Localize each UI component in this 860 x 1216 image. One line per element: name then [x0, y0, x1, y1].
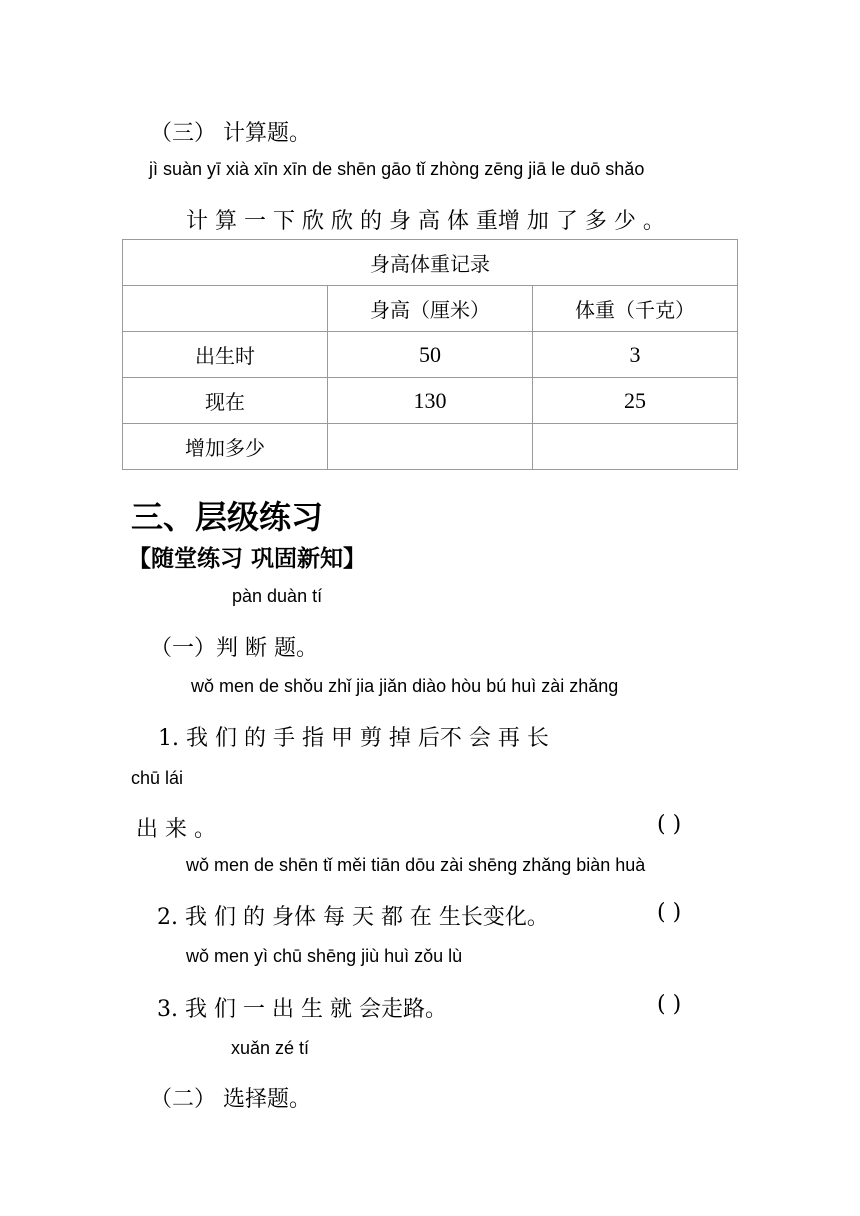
- judge-pinyin: pàn duàn tí: [232, 586, 323, 606]
- row-label: 出生时: [123, 332, 328, 378]
- weight-cell: 3: [533, 332, 738, 378]
- height-answer-cell[interactable]: [328, 424, 533, 470]
- q2-answer-blank[interactable]: ( ): [657, 900, 682, 925]
- calc-header: （三） 计算题。: [150, 121, 311, 146]
- table-header-height: 身高（厘米）: [328, 286, 533, 332]
- choice-pinyin: xuǎn zé tí: [231, 1038, 310, 1058]
- q3-text: 3. 我 们 一 出 生 就 会走路。: [157, 997, 447, 1022]
- calc-prompt: 计 算 一 下 欣 欣 的 身 高 体 重增 加 了 多 少 。: [186, 209, 665, 234]
- table-row: [123, 332, 738, 378]
- weight-answer-cell[interactable]: [533, 424, 738, 470]
- table-title-row: [123, 240, 738, 286]
- q1-pinyin-line2: chū lái: [131, 768, 184, 788]
- table-row: [123, 424, 738, 470]
- table-header-weight: 体重（千克）: [533, 286, 738, 332]
- q1-text-line2: 出 来 。: [136, 817, 216, 842]
- q2-text: 2. 我 们 的 身体 每 天 都 在 生长变化。: [157, 905, 549, 930]
- section-title: 三、层级练习: [131, 498, 324, 536]
- choice-header: （二） 选择题。: [150, 1087, 311, 1112]
- weight-cell: 25: [533, 378, 738, 424]
- table-title: 身高体重记录: [123, 240, 738, 286]
- height-cell: 130: [328, 378, 533, 424]
- q2-pinyin: wǒ men de shēn tǐ měi tiān dōu zài shēng zhǎng biàn huà: [186, 855, 646, 875]
- height-cell: 50: [328, 332, 533, 378]
- calc-pinyin: jì suàn yī xià xīn xīn de shēn gāo tǐ zhòng zēng jiā le duō shǎo: [149, 159, 645, 179]
- row-label: 现在: [123, 378, 328, 424]
- row-label: 增加多少: [123, 424, 328, 470]
- table-row: [123, 378, 738, 424]
- q3-answer-blank[interactable]: ( ): [657, 992, 682, 1017]
- section-subtitle: 【随堂练习 巩固新知】: [128, 546, 367, 572]
- q1-text: 1. 我 们 的 手 指 甲 剪 掉 后不 会 再 长: [158, 726, 549, 751]
- table-header-row: [123, 286, 738, 332]
- table-header-empty: [123, 286, 328, 332]
- judge-header: （一）判 断 题。: [150, 636, 318, 661]
- q1-pinyin: wǒ men de shǒu zhǐ jia jiǎn diào hòu bú huì zài zhǎng: [191, 676, 619, 696]
- height-weight-table: [122, 239, 738, 470]
- q3-pinyin: wǒ men yì chū shēng jiù huì zǒu lù: [186, 946, 463, 966]
- q1-answer-blank[interactable]: ( ): [657, 812, 682, 837]
